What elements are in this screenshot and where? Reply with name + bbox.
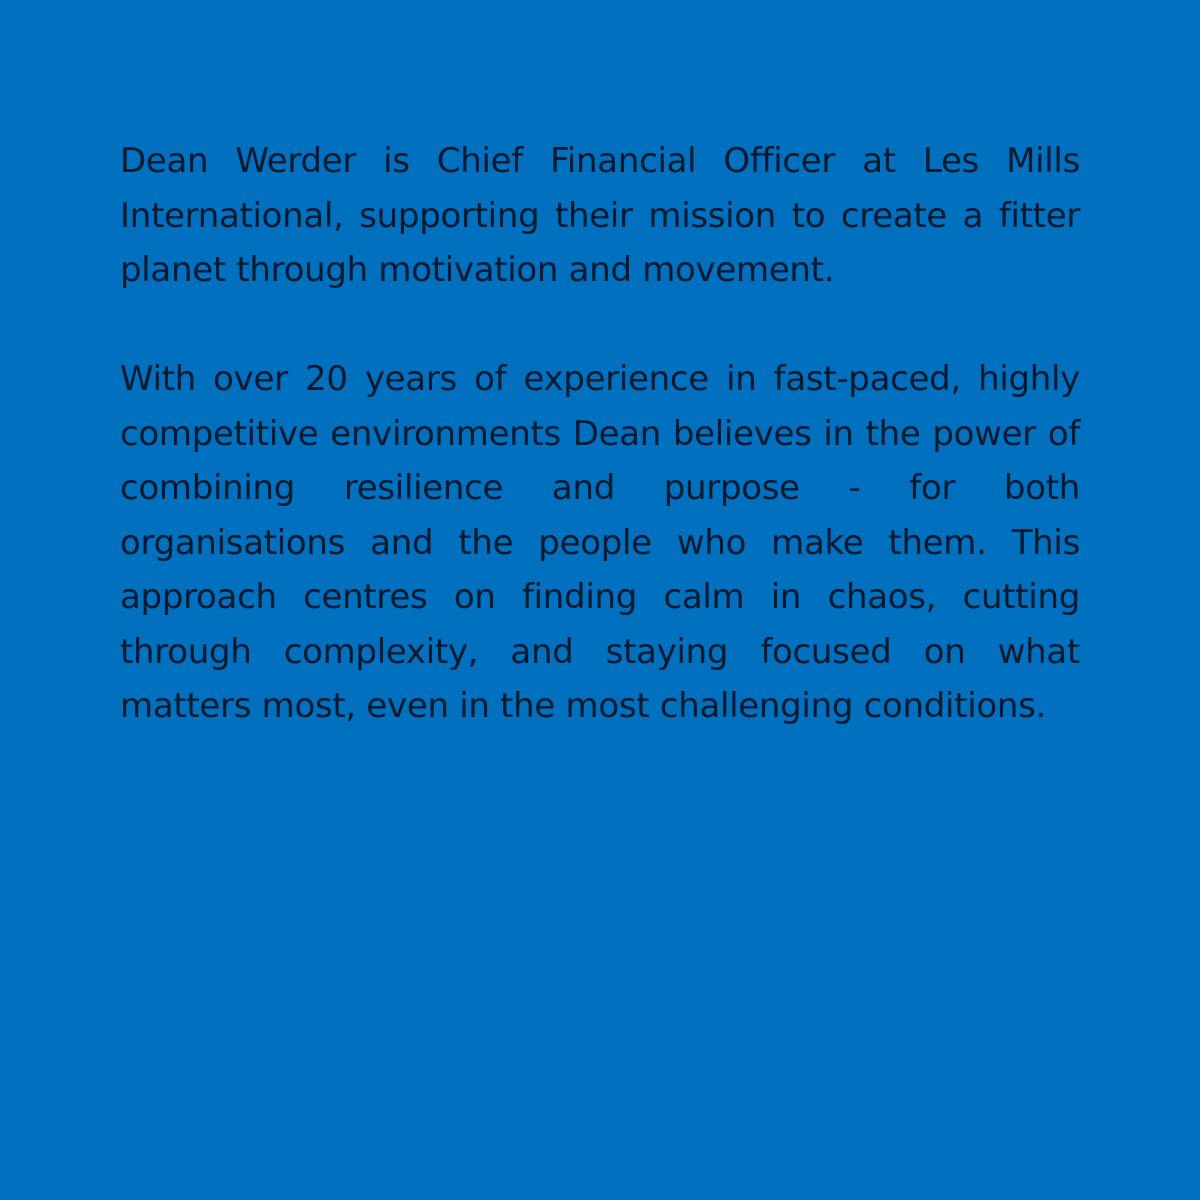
bio-text: [120, 134, 1080, 734]
bio-paragraph-2: With over 20 years of experience in fast-paced, highly competitive environments Dean believes in the power of combining resilience and purpose - for both organisations and the people who make them. This approach centres on finding calm in chaos, cutting through complexity, and staying focused on what matters most, even in the most challenging conditions.: [120, 359, 1080, 726]
bio-paragraph-1: Dean Werder is Chief Financial Officer at Les Mills International, supporting their mission to create a fitter planet through motivation and movement.: [120, 141, 1080, 290]
